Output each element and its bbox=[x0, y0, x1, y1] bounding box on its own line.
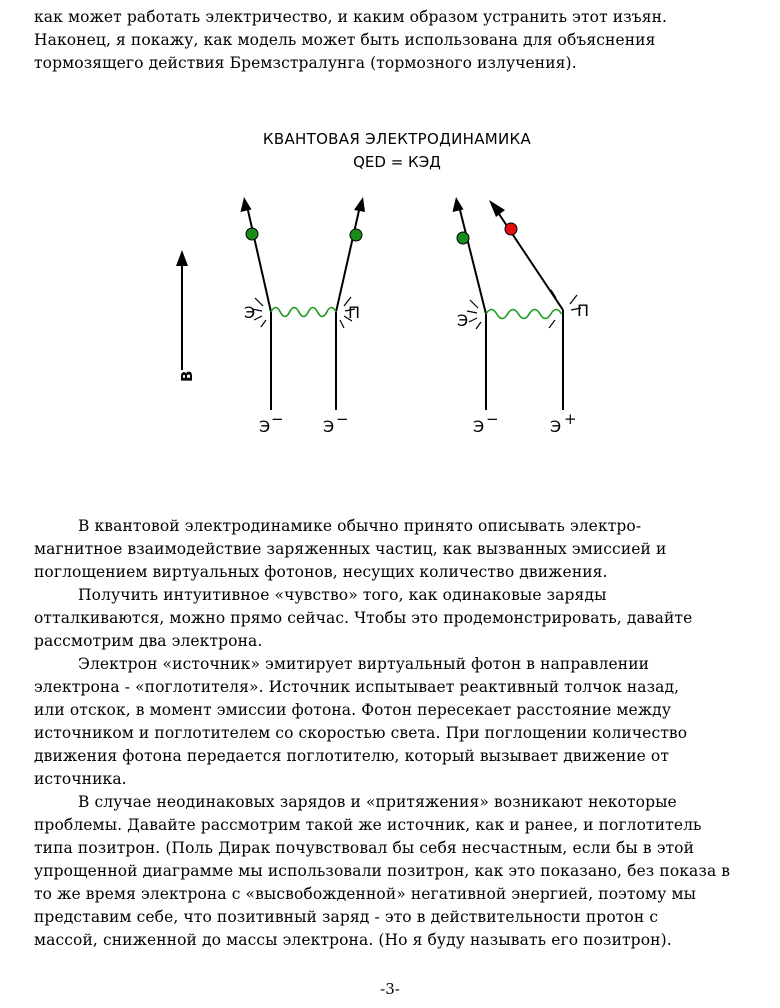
text-line: тормозящего действия Бремзстралунга (тормозного излучения). bbox=[34, 54, 577, 72]
text-line: или отскок, в момент эмиссии фотона. Фотон пересекает расстояние между bbox=[34, 701, 672, 719]
text-line: В случае неодинаковых зарядов и «притяжения» возникают некоторые bbox=[78, 793, 677, 811]
text-line: Получить интуитивное «чувство» того, как одинаковые заряды bbox=[78, 586, 607, 604]
paragraph-1 bbox=[34, 515, 764, 584]
left-photon-wave bbox=[271, 308, 336, 317]
text-line: движения фотона передается поглотителю, который вызывает движение от bbox=[34, 747, 670, 765]
left-bottom-left-sign: − bbox=[271, 410, 284, 428]
paragraph-2 bbox=[34, 584, 764, 653]
text-line: представим себе, что позитивный заряд - это в действительности протон с bbox=[34, 908, 659, 926]
right-bottom-right-label: Э bbox=[550, 417, 562, 436]
diagram-title: КВАНТОВАЯ ЭЛЕКТРОДИНАМИКА bbox=[262, 130, 532, 148]
left-absorber-track bbox=[336, 206, 360, 312]
left-bottom-right-sign: − bbox=[336, 410, 349, 428]
right-absorber-label: П bbox=[577, 301, 590, 320]
left-absorber-label: П bbox=[348, 303, 361, 322]
text-line: массой, сниженной до массы электрона. (Но я буду называть его позитрон). bbox=[34, 931, 672, 949]
text-line: магнитное взаимодействие заряженных частиц, как вызванных эмиссией и bbox=[34, 540, 667, 558]
text-line: источником и поглотителем со скоростью света. При поглощении количество bbox=[34, 724, 688, 742]
right-bottom-right-sign: + bbox=[564, 410, 577, 428]
left-bottom-right-label: Э bbox=[323, 417, 335, 436]
right-absorber-track bbox=[495, 208, 563, 310]
b-axis bbox=[176, 250, 196, 382]
text-line: то же время электрона с «высвобожденной» негативной энергией, поэтому мы bbox=[34, 885, 697, 903]
paragraph-4 bbox=[34, 791, 764, 952]
text-line: как может работать электричество, и каким образом устранить этот изъян. bbox=[34, 8, 668, 26]
left-emitter-arrowhead bbox=[241, 197, 252, 212]
main-text bbox=[34, 515, 764, 952]
left-electron-ball bbox=[246, 228, 258, 240]
right-absorber-arrowhead bbox=[489, 200, 505, 217]
text-line: источника. bbox=[34, 770, 127, 788]
left-interaction bbox=[241, 197, 366, 436]
right-emitter-track bbox=[459, 206, 486, 314]
page-number: -3- bbox=[380, 980, 400, 998]
right-bottom-left-sign: − bbox=[486, 410, 499, 428]
left-absorber-arrowhead bbox=[354, 197, 365, 212]
right-emitter-label: Э bbox=[457, 311, 469, 330]
text-line: Наконец, я покажу, как модель может быть использована для объяснения bbox=[34, 31, 656, 49]
text-line: отталкиваются, можно прямо сейчас. Чтобы это продемонстрировать, давайте bbox=[34, 609, 693, 627]
left-bottom-left-label: Э bbox=[259, 417, 271, 436]
text-line: типа позитрон. (Поль Дирак почувствовал бы себя несчастным, если бы в этой bbox=[34, 839, 695, 857]
b-axis-label: B bbox=[178, 370, 196, 382]
paragraph-3 bbox=[34, 653, 764, 791]
right-photon-wave bbox=[486, 310, 562, 319]
left-emitter-label: Э bbox=[244, 303, 256, 322]
text-line: Электрон «источник» эмитирует виртуальный фотон в направлении bbox=[78, 655, 650, 673]
right-electron-ball bbox=[457, 232, 469, 244]
right-interaction bbox=[453, 197, 590, 436]
text-line: упрощенной диаграмме мы использовали позитрон, как это показано, без показа в bbox=[34, 862, 731, 880]
left-electron-ball-2 bbox=[350, 229, 362, 241]
left-emitter-track bbox=[247, 206, 271, 312]
right-emitter-arrowhead bbox=[453, 197, 464, 212]
right-bottom-left-label: Э bbox=[473, 417, 485, 436]
text-line: В квантовой электродинамике обычно принято описывать электро- bbox=[78, 517, 642, 535]
intro-paragraph bbox=[34, 6, 754, 75]
right-emission-burst bbox=[467, 300, 481, 329]
text-line: электрона - «поглотителя». Источник испытывает реактивный толчок назад, bbox=[34, 678, 680, 696]
right-positron-ball bbox=[505, 223, 517, 235]
text-line: рассмотрим два электрона. bbox=[34, 632, 263, 650]
text-line: проблемы. Давайте рассмотрим такой же источник, как и ранее, и поглотитель bbox=[34, 816, 702, 834]
text-line: поглощением виртуальных фотонов, несущих количество движения. bbox=[34, 563, 608, 581]
qed-diagram bbox=[0, 120, 780, 470]
diagram-subtitle: QED = КЭД bbox=[353, 153, 441, 171]
b-axis-arrowhead bbox=[176, 250, 188, 266]
